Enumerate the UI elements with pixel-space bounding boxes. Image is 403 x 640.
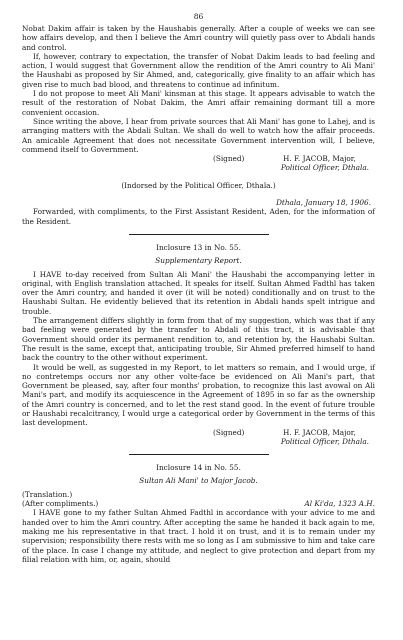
indorsement-heading: (Indorsed by the Political Officer, Dthala.)	[121, 180, 276, 190]
paragraph: I HAVE to-day received from Sultan Ali Mani' the Haushabi the accompanying letter in original, with English translation attached. It speaks for itself. Sultan Ahmed Fadthl has taken over the Amri country, and handed it over (it will be noted) conditionally and on trust to the Haushabi Sultan. He evidently believed that its retention in Abdali hands spelt intrigue and trouble.	[22, 269, 375, 316]
translation-line	[22, 490, 375, 499]
paragraph: It would be well, as suggested in my Report, to let matters so remain, and I would urge, if no contretemps occurs nor any other volte-face be evidenced on Ali Mani's part, that Government be pleased, say, after four months' probation, to recognize this last avowal on Ali Mani's part, and modify its acquiescence in the Agreement of 1895 in so far as the ownership of the Amri country is concerned, and to let the rest stand good. In the event of future trouble or Haushabi recalcitrancy, I would urge a categorical order by Government in the terms of this last development.	[22, 362, 375, 428]
paragraph: I HAVE gone to my father Sultan Ahmed Fadthl in accordance with your advice to me and handed over to him the Amri country. After accepting the same he handed it back again to me, making me his representative in that tract. I hold it on trust, and it is to remain under my supervision; responsibility there rests with me so long as I am submissive to him and take care of the place. In case I change my attitude, and neglect to give protection and depart from my filial relation with him, or, again, should	[22, 508, 375, 564]
paragraph: If, however, contrary to expectation, the transfer of Nobat Dakim leads to bad feeling and action, I would suggest that Government allow the rendition of the Amri country to Ali Mani' the Haushabi as proposed by Sir Ahmed, and, categorically, give finality to an affair which has given rise to much bad blood, and threatens to continue ad infinitum.	[22, 51, 375, 89]
inclosure-14-heading: Inclosure 14 in No. 55.	[156, 463, 241, 473]
indorsement-text: Forwarded, with compliments, to the First Assistant Resident, Aden, for the information of the Resident.	[22, 207, 375, 226]
letter-date: Al Ki'da, 1323 A.H.	[304, 499, 375, 509]
signer-office: Political Officer, Dthala.	[280, 163, 369, 173]
inclosure-13-heading: Inclosure 13 in No. 55.	[156, 242, 241, 252]
signed-label: (Signed)	[213, 154, 245, 164]
signature-line	[22, 428, 375, 437]
signer-name: H. F. JACOB, Major,	[283, 154, 356, 164]
paragraph: The arrangement differs slightly in form from that of my suggestion, which was that if any bad feeling were generated by the transfer to Abdali of this tract, it is advisable that Government should order its permanent rendition to, and retention by, the Haushabi Sultan. The result is the same, except that, anticipating trouble, Sir Ahmed preferred himself to hand back the country to the other without experiment.	[22, 316, 375, 363]
page-number: 86	[193, 12, 204, 21]
signer-office: Political Officer, Dthala.	[280, 436, 369, 446]
paragraph: I do not propose to meet Ali Mani' kinsman at this stage. It appears advisable to watch the result of the restoration of Nobat Dakim, the Amri affair remaining dormant till a more convenient occasion.	[22, 89, 375, 117]
signed-label: (Signed)	[213, 427, 245, 437]
compliments-line	[22, 499, 375, 508]
translation-label: (Translation.)	[22, 489, 73, 499]
indorsement-dateline: Dthala, January 18, 1906.	[276, 198, 371, 208]
section-divider	[129, 454, 269, 455]
inclosure-13-subheading: Supplementary Report.	[155, 256, 242, 266]
compliments-label: (After compliments.)	[22, 499, 99, 509]
signature-line	[22, 154, 375, 163]
inclosure-14-subheading: Sultan Ali Mani' to Major Jacob.	[139, 476, 258, 486]
section-divider	[129, 234, 269, 235]
paragraph: Since writing the above, I hear from private sources that Ali Mani' has gone to Lahej, and is arranging matters with the Abdali Sultan. We shall do well to watch how the affair proceeds. An amicable Agreement that does not necessitate Government intervention will, I believe, commend itself to Government.	[22, 116, 375, 154]
signer-name: H. F. JACOB, Major,	[283, 427, 356, 437]
paragraph: Nobat Dakim affair is taken by the Haushabis generally. After a couple of weeks we can see how affairs develop, and then I believe the Amri country will quietly pass over to Abdali hands and control.	[22, 24, 375, 52]
